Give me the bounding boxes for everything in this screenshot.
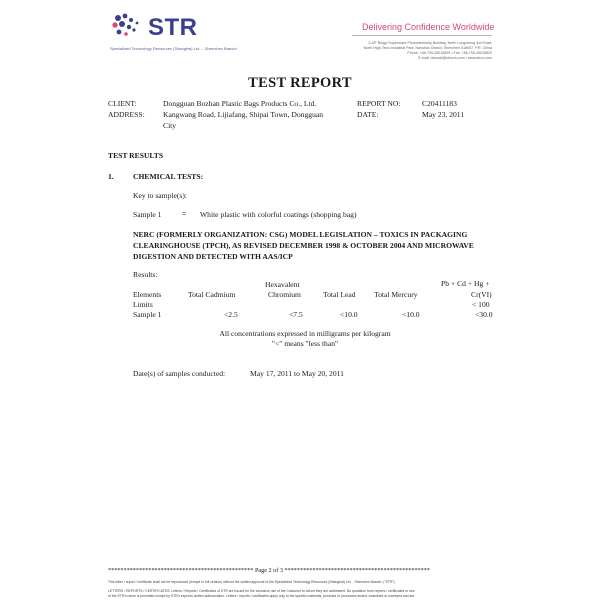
address-line: Phone: +86-755-26018809 • Fax: +86-755-26018820 (407, 51, 492, 55)
page-indicator: *********************************************** Page 2 of 3 *********************************************** (108, 567, 430, 574)
dates-label: Date(s) of samples conducted: (133, 369, 226, 378)
report-no-label: REPORT NO: (357, 99, 401, 108)
col-sum-header-line2: Cr(VI) (471, 290, 492, 299)
sample-name: Sample 1 (133, 210, 162, 219)
client-value: Dongguan Bozhan Plastic Bags Products Co., Ltd. (163, 99, 317, 108)
footer-disclaimer: This letter / report / certificate shall not be reproduced (except in full version) without the written approval of the Specialized Technology Resources (Shanghai) Ltd. - Shenzhen Branch. ("STR") (108, 580, 395, 584)
units-note: All concentrations expressed in milligrams per kilogram (219, 329, 391, 338)
str-logo (110, 12, 220, 48)
sample-description: White plastic with colorful coatings (shopping bag) (200, 210, 357, 219)
sample-chromium: <7.5 (289, 310, 303, 319)
address-line: North High-Tech Industrial Park, Nanshan District, Shenzhen 518057, P.R. China (363, 46, 492, 50)
results-label: Results: (133, 270, 158, 279)
date-label: DATE: (357, 110, 379, 119)
date-value: May 23, 2011 (422, 110, 465, 119)
col-mercury-header: Total Mercury (374, 290, 418, 299)
col-lead-header: Total Lead (323, 290, 356, 299)
sample-cadmium: <2.5 (224, 310, 238, 319)
dates-value: May 17, 2011 to May 20, 2011 (250, 369, 344, 378)
sample-row-label: Sample 1 (133, 310, 162, 319)
logo-text: STR (148, 14, 198, 41)
address-value: Kangwang Road, Lijiafang, Shipai Town, Dongguan (163, 110, 324, 119)
key-label: Key to sample(s): (133, 191, 187, 200)
slogan-divider (352, 35, 492, 36)
col-cadmium-header: Total Cadmium (188, 290, 236, 299)
page-title: TEST REPORT (248, 75, 352, 91)
col-sum-header-line1: Pb + Cd + Hg + (441, 279, 490, 288)
address-value-line2: City (163, 121, 177, 130)
equals-sign: = (182, 209, 187, 218)
sample-sum: <30.0 (475, 310, 493, 319)
address-line: 3-4/F Bingyi Superwave Photoelectricity Building, North Longcheng 3rd Road, (368, 41, 492, 45)
section-title: TEST RESULTS (108, 151, 164, 160)
limits-sum: < 100 (472, 300, 490, 309)
client-label: CLIENT: (108, 99, 137, 108)
limits-label: Limits (133, 300, 153, 309)
sample-mercury: <10.0 (402, 310, 420, 319)
address-label: ADDRESS: (108, 110, 145, 119)
company-line: Specialized Technology Resources (Shanghai) Ltd. – Shenzhen Branch (110, 46, 237, 51)
chem-title: CHEMICAL TESTS: (133, 172, 204, 181)
slogan: Delivering Confidence Worldwide (362, 22, 495, 32)
col-elements-header: Elements (133, 290, 162, 299)
chem-number: 1. (108, 172, 114, 181)
col-chromium-header-line2: Chromium (268, 290, 301, 299)
sample-lead: <10.0 (340, 310, 358, 319)
less-than-note: "<" means "less than" (271, 339, 339, 348)
col-chromium-header-line1: Hexavalent (265, 280, 300, 289)
report-no-value: C20411183 (422, 99, 457, 108)
method-heading: NERC (FORMERLY ORGANIZATION: CSG) MODEL LEGISLATION – TOXICS IN PACKAGING CLEARINGHOUSE (TPCH), AS REVISED DECEMBER 1998 & OCTOBER 2004 AND MICROWAVE DIGESTION AND DETECTED WITH AAS/ICP (133, 230, 474, 261)
address-line: E-mail: ntwmail@strscm.com • www.strcn.com (418, 56, 492, 60)
footer-disclaimer: of the STR's name is permitted except by STR's express written authorization. Letters / reports / certificates apply only to the specific materials, products or processes tested, examined or surveyed and are (108, 594, 415, 598)
footer-disclaimer: LETTERS / REPORTS / CERTIFICATES: Letters / Reports / Certificates of STR are issued for the exclusive use of the Customer to whom they are addressed. No quotation from reports / certificates or use (108, 589, 415, 593)
str-globe-icon (110, 12, 146, 42)
